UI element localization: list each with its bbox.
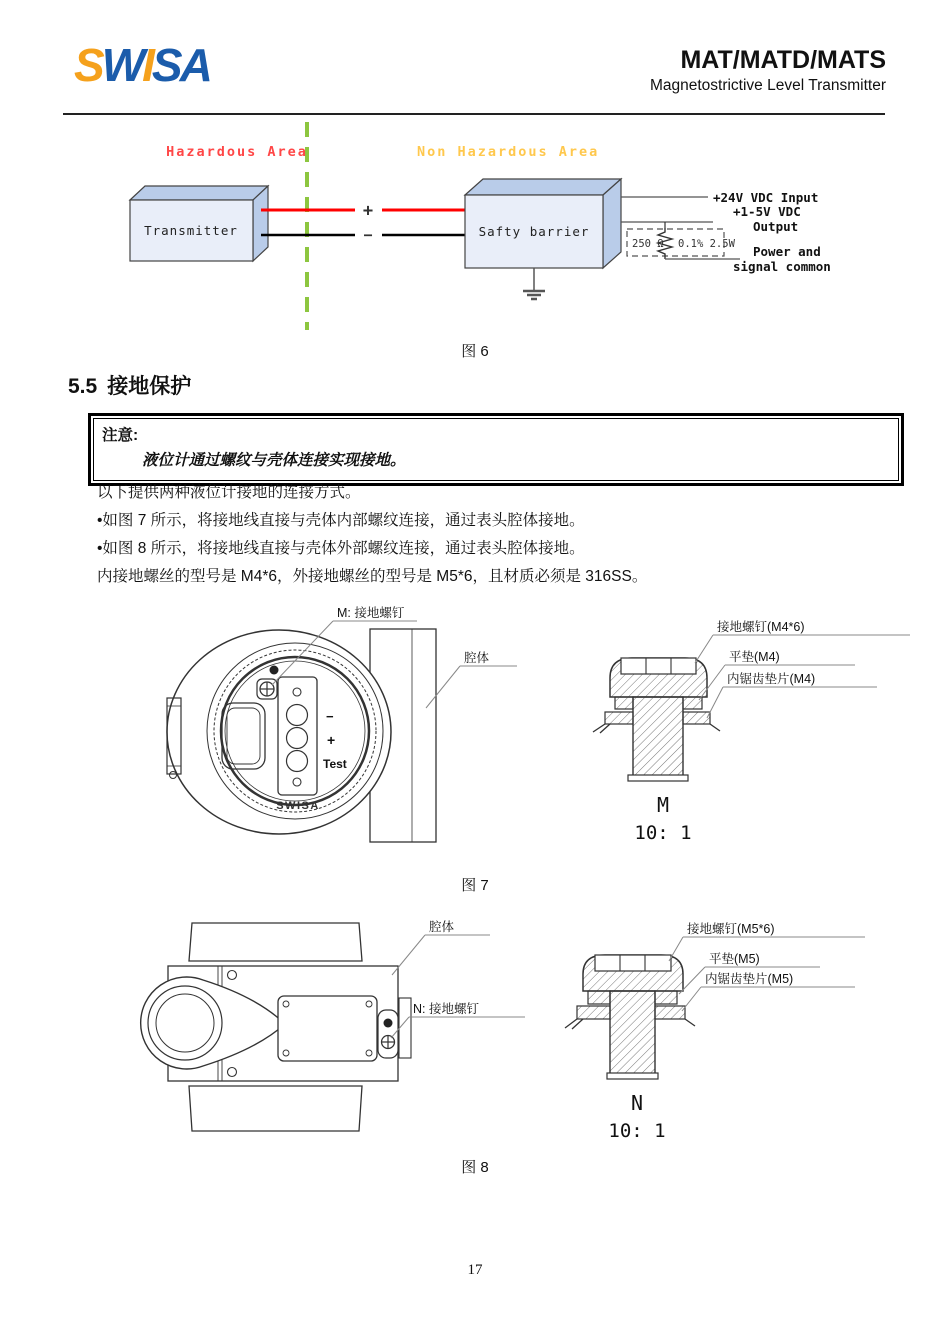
header-title-block — [650, 46, 886, 95]
fig8-detail-letter: N — [630, 1091, 644, 1115]
bolt-detail-M — [593, 658, 720, 781]
fig7-detail-serrated-label: 内锯齿垫片(M4) — [727, 672, 816, 686]
wire-plus-sign: + — [362, 201, 374, 221]
output-label-line2: Output — [753, 219, 799, 234]
non-hazardous-area-label: Non Hazardous Area — [417, 144, 600, 160]
common-label-line1: Power and — [753, 244, 821, 259]
terminal-plus-label: + — [327, 732, 336, 748]
section-title: 接地保护 — [107, 375, 192, 398]
fig8-detail-screw-label: 接地螺钉(M5*6) — [687, 922, 775, 936]
note-box-inner — [93, 418, 899, 481]
figure8-caption: 图 8 — [461, 1159, 489, 1176]
fig8-detail-scale: 10: 1 — [608, 1120, 666, 1142]
paragraph-material: 内接地螺丝的型号是 M4*6，外接地螺丝的型号是 M5*6，且材质必须是 316SS。 — [97, 568, 648, 585]
leader-line — [682, 987, 701, 1011]
logo-letter: S — [74, 39, 102, 91]
leader-line — [426, 666, 460, 708]
section-number: 5.5 — [68, 375, 98, 398]
paragraph-intro: 以下提供两种液位计接地的连接方式。 — [97, 484, 361, 501]
safety-barrier-label: Safty barrier — [478, 224, 590, 239]
figure8-external-ground-diagram — [65, 903, 920, 1155]
fig7-detail-letter: M — [656, 793, 670, 817]
fig7-detail-screw-label: 接地螺钉(M4*6) — [717, 620, 805, 634]
fig8-screw-label: N: 接地螺钉 — [413, 1002, 479, 1016]
resistor-spec: 0.1% 2.5W — [678, 238, 735, 250]
page-number: 17 — [467, 1262, 483, 1278]
figure6-caption: 图 6 — [461, 343, 489, 360]
terminal-test-label: Test — [323, 757, 347, 771]
note-box — [88, 413, 904, 486]
leader-line — [392, 935, 425, 975]
figure6-wiring-diagram — [65, 120, 885, 352]
fig8-detail-serrated-label: 内锯齿垫片(M5) — [705, 972, 794, 986]
paragraph-bullet1: •如图 7 所示，将接地线直接与壳体内部螺纹连接，通过表头腔体接地。 — [97, 512, 585, 529]
wire-minus-sign: − — [363, 226, 373, 244]
leader-line — [695, 635, 713, 663]
header-divider — [63, 113, 885, 115]
terminal-minus-label: − — [326, 709, 334, 724]
transmitter-label: Transmitter — [144, 223, 238, 238]
fig7-detail-scale: 10: 1 — [634, 822, 692, 844]
bolt-detail-N — [565, 955, 695, 1079]
fig7-screw-label: M: 接地螺钉 — [337, 606, 405, 620]
paragraph-bullet2: •如图 8 所示，将接地线直接与壳体外部螺纹连接，通过表头腔体接地。 — [97, 540, 585, 557]
output-label-line1: +1-5V VDC — [733, 204, 801, 219]
body-paragraphs — [97, 482, 897, 594]
fig8-detail-washer-label: 平垫(M5) — [709, 952, 760, 966]
logo-letter: S — [151, 39, 180, 91]
transmitter-side-drawing — [141, 923, 411, 1131]
logo-letter: W — [101, 39, 143, 91]
hazardous-area-label: Hazardous Area — [166, 144, 308, 160]
swisa-logo — [74, 39, 210, 91]
brand-text: SWISA — [276, 800, 320, 812]
fig8-cavity-label: 腔体 — [429, 920, 455, 934]
ground-symbol — [523, 268, 545, 299]
logo-letter: I — [142, 39, 152, 91]
leader-line — [707, 687, 723, 718]
page-title: MAT/MATD/MATS — [680, 46, 886, 74]
fig7-cavity-label: 腔体 — [464, 651, 490, 665]
note-label: 注意: — [102, 427, 139, 444]
safety-barrier-box — [465, 179, 621, 268]
page-subtitle: Magnetostrictive Level Transmitter — [649, 77, 886, 94]
leader-line — [669, 937, 683, 961]
resistor-value: 250 Ω — [632, 238, 664, 250]
transmitter-box — [130, 186, 268, 261]
figure7-caption: 图 7 — [461, 877, 489, 894]
input-label: +24V VDC Input — [713, 190, 819, 205]
resistor-zigzag — [658, 228, 672, 259]
fig7-detail-washer-label: 平垫(M4) — [729, 650, 780, 664]
note-text: 液位计通过螺纹与壳体连接实现接地。 — [142, 452, 406, 469]
logo-letter: A — [179, 39, 210, 91]
section-heading — [68, 370, 191, 400]
common-label-line2: signal common — [733, 259, 831, 274]
figure7-internal-ground-diagram — [65, 598, 920, 860]
small-screw — [270, 666, 279, 675]
